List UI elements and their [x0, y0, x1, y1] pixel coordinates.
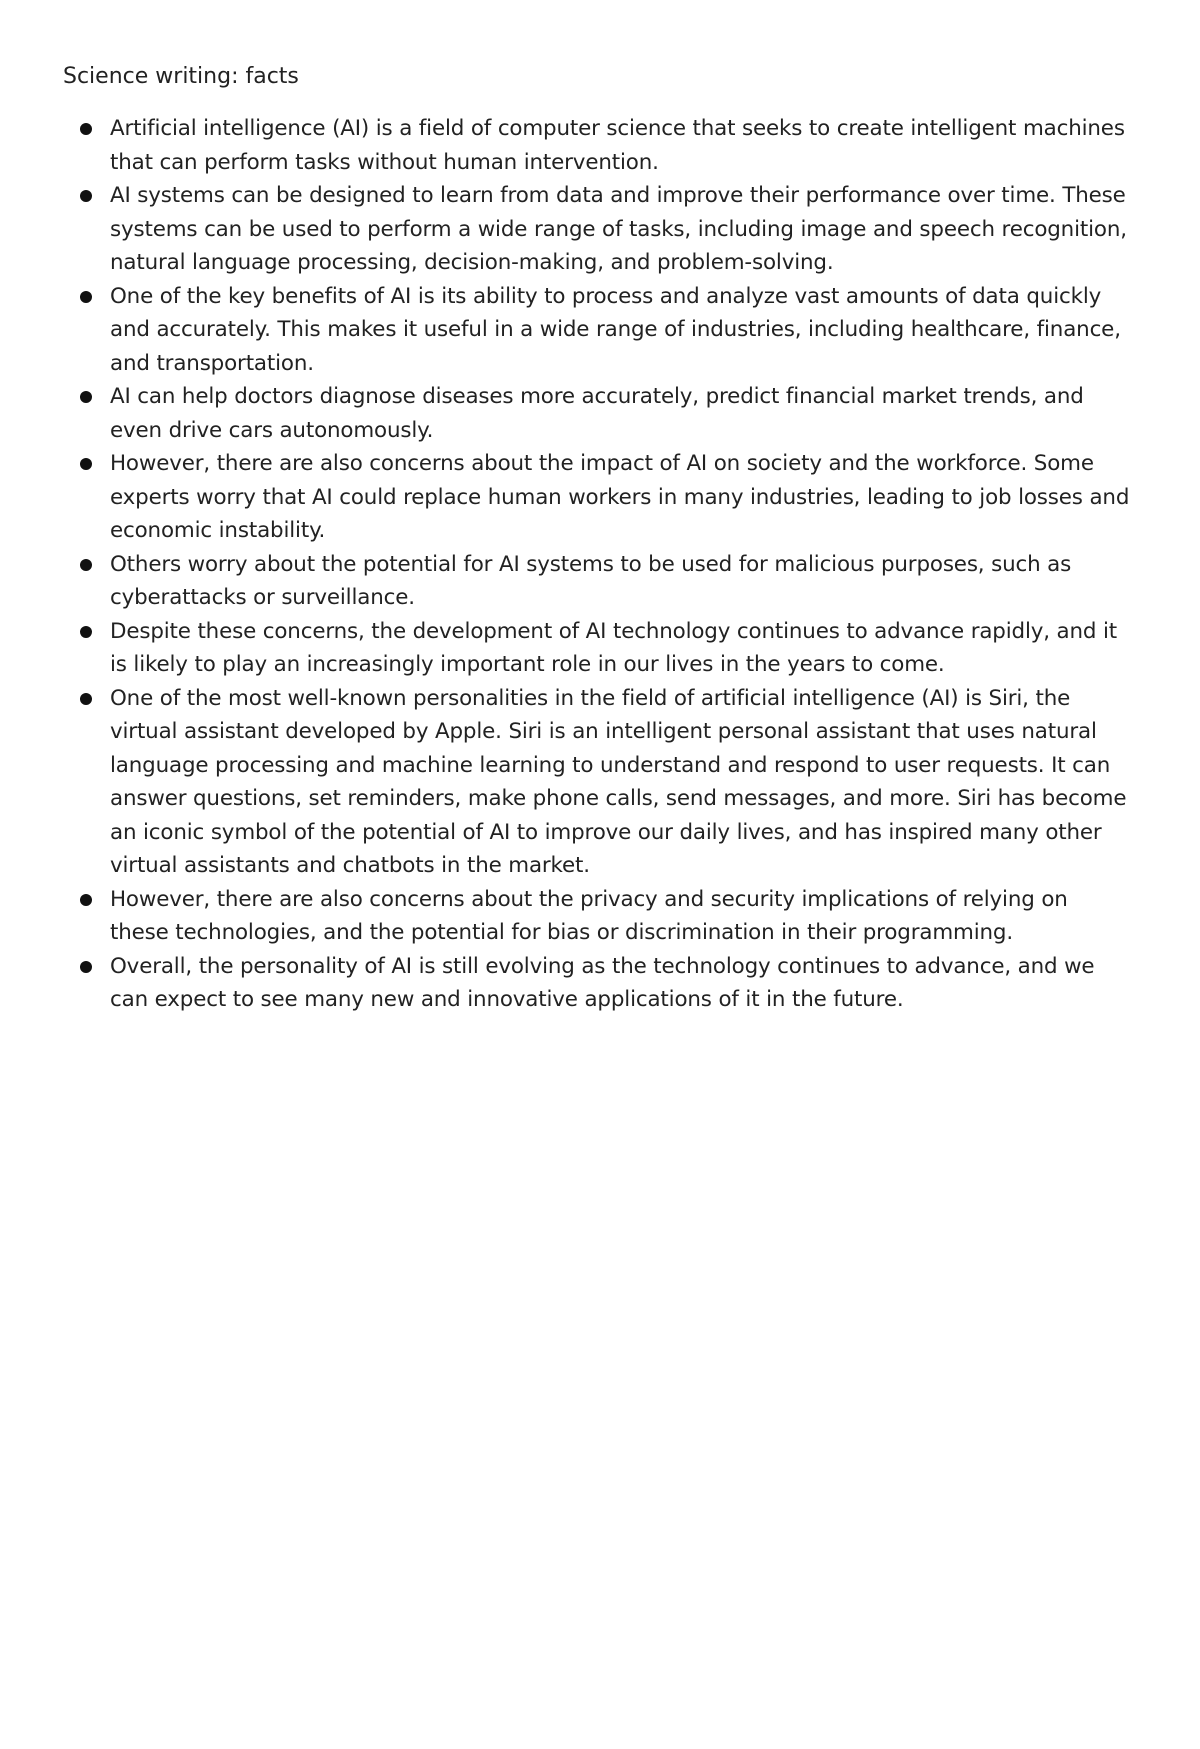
- fact-text: However, there are also concerns about the privacy and security implications of relying on these technologies, and the potential for bias or discrimination in their programming.: [110, 886, 1068, 945]
- fact-text: Others worry about the potential for AI systems to be used for malicious purposes, such as cyberattacks or surveillance.: [110, 551, 1072, 610]
- fact-text: AI systems can be designed to learn from data and improve their performance over time. These systems can be used to perform a wide range of tasks, including image and speech recognition, natural language processing, decision-making, and problem-solving.: [110, 183, 1127, 275]
- fact-item-5: [63, 447, 1130, 548]
- fact-text: AI can help doctors diagnose diseases more accurately, predict financial market trends, and even drive cars autonomously.: [110, 384, 1084, 443]
- fact-text: One of the key benefits of AI is its ability to process and analyze vast amounts of data quickly and accurately. This makes it useful in a wide range of industries, including healthcare, finance, and transportation.: [110, 283, 1121, 376]
- fact-item-2: [63, 179, 1130, 280]
- fact-item-4: [63, 380, 1130, 447]
- fact-text: One of the most well-known personalities in the field of artificial intelligence (AI) is Siri, the virtual assistant developed by Apple. Siri is an intelligent personal assistant that uses natural language processing and machine learning to understand and respond to user requests. It can answer questions, set reminders, make phone calls, send messages, and more. Siri has become an iconic symbol of the potential of AI to improve our daily lives, and has inspired many other virtual assistants and chatbots in the market.: [110, 685, 1127, 878]
- bullet-icon: [80, 391, 92, 403]
- facts-list: [63, 112, 1130, 1017]
- fact-text: However, there are also concerns about the impact of AI on society and the workforce. Some experts worry that AI could replace human workers in many industries, leading to job losses and economic instability.: [110, 451, 1130, 543]
- bullet-icon: [80, 693, 92, 705]
- fact-item-9: [63, 883, 1130, 950]
- fact-item-3: [63, 280, 1130, 381]
- bullet-icon: [80, 894, 92, 906]
- bullet-icon: [80, 123, 92, 135]
- bullet-icon: [80, 458, 92, 470]
- fact-item-10: [63, 950, 1130, 1017]
- fact-text: Despite these concerns, the development of AI technology continues to advance rapidly, and it is likely to play an increasingly important role in our lives in the years to come.: [110, 618, 1118, 677]
- fact-item-1: [63, 112, 1130, 179]
- bullet-icon: [80, 961, 92, 973]
- document-title: Science writing: facts: [63, 64, 299, 89]
- fact-item-7: [63, 615, 1130, 682]
- bullet-icon: [80, 626, 92, 638]
- fact-item-8: [63, 682, 1130, 883]
- fact-text: Artificial intelligence (AI) is a field of computer science that seeks to create intelligent machines that can perform tasks without human intervention.: [110, 116, 1125, 175]
- bullet-icon: [80, 559, 92, 571]
- fact-text: Overall, the personality of AI is still evolving as the technology continues to advance, and we can expect to see many new and innovative applications of it in the future.: [110, 953, 1095, 1012]
- bullet-icon: [80, 291, 92, 303]
- bullet-icon: [80, 190, 92, 202]
- fact-item-6: [63, 548, 1130, 615]
